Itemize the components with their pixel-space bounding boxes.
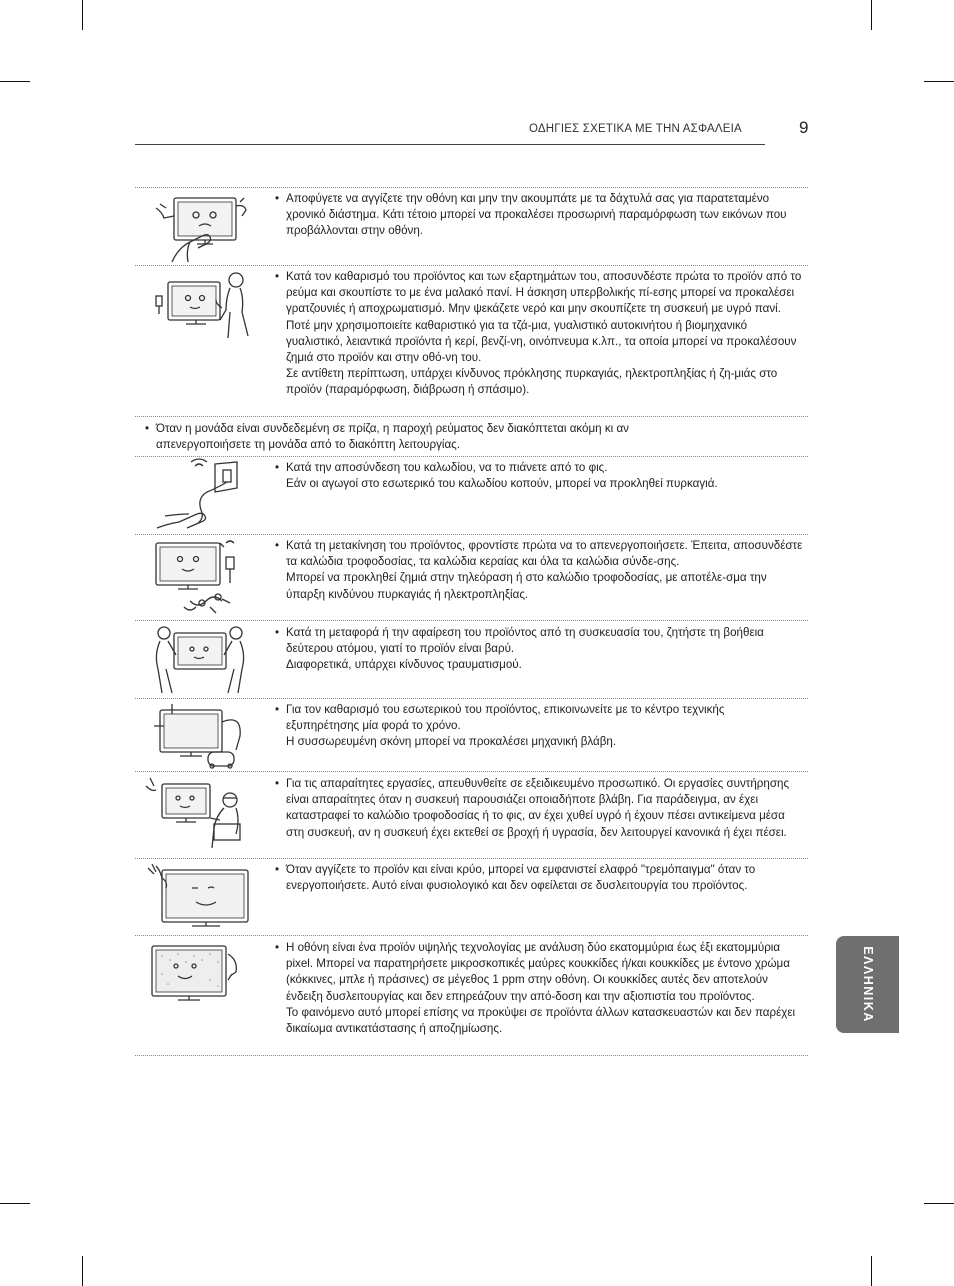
row-separator	[135, 698, 808, 699]
safety-item-3	[145, 421, 705, 453]
item-text: Εάν οι αγωγοί στο εσωτερικό του καλωδίου κοπούν, μπορεί να προκληθεί πυρκαγιά.	[286, 477, 718, 491]
item-text: • Κατά τον καθαρισμό του προϊόντος και των εξαρτημάτων του, αποσυνδέστε πρώτα το προϊόν από το ρεύμα και σκουπίστε το με ένα μαλακό πανί. Η άσκηση υπερβολικής πί-εσης μπορεί να προκαλέσει γρατζουνιές ή αποχρωματισμό. Μην ψεκάζετε νερό και μην σκουπίζετε τη συσκευή με υγρό πανί. Ποτέ μην χρησιμοποιείτε καθαριστικό για τα τζά-μια, γυαλιστικό αυτοκινήτου ή βιομηχανικό γυαλιστικό, λειαντικά προϊόντα ή κερί, βενζί-νη, οινόπνευμα κ.λπ., τα οποία μπορεί να προκαλέσουν ζημιά στο προϊόν και στην οθό-νη του.	[275, 269, 803, 366]
safety-item-7	[275, 702, 800, 751]
item-text: Η συσσωρευμένη σκόνη μπορεί να προκαλέσει μηχανική βλάβη.	[286, 735, 617, 749]
item-text: • Κατά τη μεταφορά ή την αφαίρεση του προϊόντος από τη συσκευασία του, ζητήστε τη βοήθεια δεύτερου ατόμου, γιατί το προϊόν είναι βαρύ.	[275, 625, 795, 657]
safety-item-5	[275, 538, 803, 603]
crop-mark	[82, 1256, 83, 1286]
safety-item-6	[275, 625, 795, 674]
cold-tv-illustration	[146, 862, 250, 934]
safety-item-2	[275, 269, 803, 399]
item-text: Το φαινόμενο αυτό μπορεί επίσης να προκύψει σε προϊόντα άλλων κατασκευαστών και δεν παρέχει δικαίωμα αντικατάστασης ή αποζημίωσης.	[286, 1005, 796, 1036]
safety-item-10	[275, 940, 803, 1037]
item-text: Μπορεί να προκληθεί ζημιά στην τηλεόραση ή στο καλώδιο τροφοδοσίας, με αποτέλε-σμα την ύπαρξη κινδύνου πυρκαγιάς ή ηλεκτροπληξίας.	[286, 571, 767, 601]
safety-item-8	[275, 776, 803, 841]
cleaning-illustration	[150, 268, 250, 348]
crop-mark	[871, 0, 872, 30]
item-text: • Όταν η μονάδα είναι συνδεδεμένη σε πρίζα, η παροχή ρεύματος δεν διακόπτεται ακόμη κι αν απενεργοποιήσετε τη μονάδα από το διακόπτη λειτουργίας.	[145, 421, 705, 453]
crop-mark	[924, 1203, 954, 1204]
touch-screen-illustration	[150, 192, 250, 264]
item-text: • Για τις απαραίτητες εργασίες, απευθυνθείτε σε εξειδικευμένο προσωπικό. Οι εργασίες συντήρησης είναι απαραίτητες όταν η συσκευή παρουσιάζει οποιαδήποτε βλάβη. Για παράδειγμα, αν έχει καταστραφεί το καλώδιο τροφοδοσίας ή το φις, αν έχει χυθεί υγρό ή έχουν πέσει αντικείμενα μέσα στη συσκευή, αν η συσκευή έχει εκτεθεί σε βροχή ή υγρασία, δεν λειτουργεί κανονικά ή έχει πέσει.	[275, 776, 803, 841]
row-separator	[135, 858, 808, 859]
item-text: • Αποφύγετε να αγγίζετε την οθόνη και μην την ακουμπάτε με τα δάχτυλά σας για παρατεταμένο χρονικό διάστημα. Κάτι τέτοιο μπορεί να προκαλέσει προσωρινή παραμόρφωση των εικόνων που προβάλλονται στην οθόνη.	[275, 191, 800, 240]
row-separator	[135, 456, 808, 457]
crop-mark	[0, 1203, 30, 1204]
crop-mark	[871, 1256, 872, 1286]
page-number: 9	[799, 118, 809, 137]
two-people-carry-illustration	[150, 623, 250, 697]
row-separator	[135, 534, 808, 535]
row-separator	[135, 935, 808, 936]
item-text: • Κατά την αποσύνδεση του καλωδίου, να το πιάνετε από το φις.	[275, 460, 803, 476]
crop-mark	[0, 81, 30, 82]
item-text: Σε αντίθετη περίπτωση, υπάρχει κίνδυνος πρόκλησης πυρκαγιάς, ηλεκτροπληξίας ή ζη-μιάς στο προϊόν (παραμόρφωση, διάβρωση ή σπάσιμο).	[286, 367, 778, 397]
item-text: • Όταν αγγίζετε το προϊόν και είναι κρύο, μπορεί να εμφανιστεί ελαφρό "τρεμόπαιγμα" όταν το ενεργοποιήσετε. Αυτό είναι φυσιολογικό και δεν οφείλεται σε δυσλειτουργία του προϊόντος.	[275, 862, 803, 894]
item-text: Διαφορετικά, υπάρχει κίνδυνος τραυματισμού.	[286, 658, 522, 672]
safety-item-1	[275, 191, 800, 240]
row-separator	[135, 1055, 808, 1056]
row-separator	[135, 265, 808, 266]
item-text: • Η οθόνη είναι ένα προϊόν υψηλής τεχνολογίας με ανάλυση δύο εκατομμύρια έως έξι εκατομμύρια pixel. Μπορεί να παρατηρήσετε μικροσκοπικές μαύρες κουκκίδες ή/και κουκκίδες με έντονο χρώμα (κόκκινες, μπλε ή πράσινες) σε μέγεθος 1 ppm στην οθόνη. Οι κουκκίδες αυτές δεν αποτελούν ένδειξη δυσλειτουργίας και δεν επηρεάζουν την από-δοση και την αξιοπιστία του προϊόντος.	[275, 940, 803, 1005]
crop-mark	[924, 81, 954, 82]
safety-item-9	[275, 862, 803, 894]
crop-mark	[82, 0, 83, 30]
move-tv-illustration	[152, 537, 244, 617]
vacuum-cleaning-illustration	[150, 702, 246, 770]
pixel-dots-illustration	[148, 940, 242, 1020]
header-rule	[135, 144, 765, 145]
item-text: • Για τον καθαρισμό του εσωτερικού του προϊόντος, επικοινωνείτε με το κέντρο τεχνικής εξυπηρέτησης μία φορά το χρόνο.	[275, 702, 800, 734]
row-separator	[135, 187, 808, 188]
language-side-tab	[836, 936, 899, 1033]
header-title: ΟΔΗΓΙΕΣ ΣΧΕΤΙΚΑ ΜΕ ΤΗΝ ΑΣΦΑΛΕΙΑ	[529, 123, 742, 135]
safety-item-4	[275, 460, 803, 492]
unplug-cable-illustration	[155, 458, 245, 530]
service-technician-illustration	[140, 776, 250, 854]
item-text: • Κατά τη μετακίνηση του προϊόντος, φροντίστε πρώτα να το απενεργοποιήσετε. Έπειτα, αποσυνδέστε τα καλώδια τροφοδοσίας, τα καλώδια κεραίας και όλα τα καλώδια σύνδε-σης.	[275, 538, 803, 570]
language-label: ΕΛΛΗΝΙΚΑ	[861, 946, 875, 1023]
row-separator	[135, 620, 808, 621]
row-separator	[135, 771, 808, 772]
row-separator	[135, 416, 808, 417]
